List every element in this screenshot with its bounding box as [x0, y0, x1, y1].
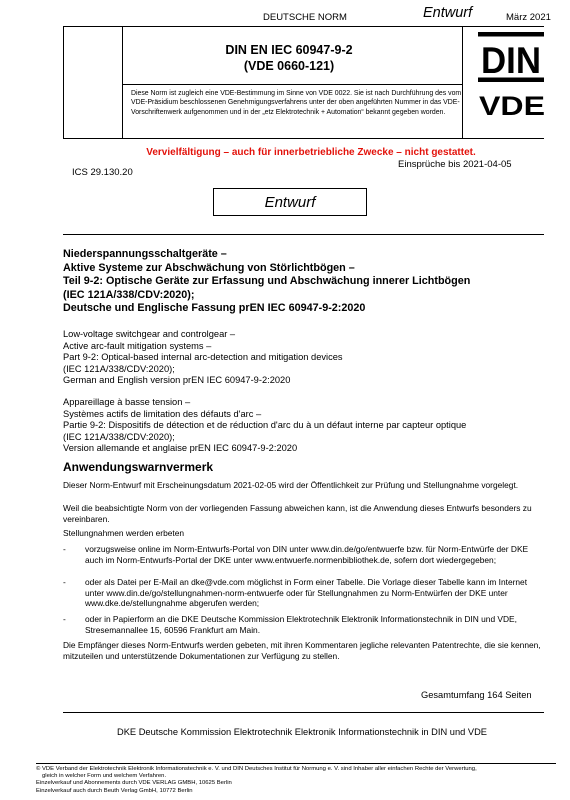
title-english-line: (IEC 121A/338/CDV:2020); — [63, 363, 175, 374]
title-german-line: Aktive Systeme zur Abschwächung von Störlichtbögen – — [63, 261, 355, 274]
standard-number: DIN EN IEC 60947-9-2 — [225, 43, 353, 57]
header-status: Entwurf — [423, 5, 473, 21]
title-french-line: Version allemande et anglaise prEN IEC 60947-9-2:2020 — [63, 443, 298, 454]
bullet-marker: - — [63, 544, 66, 554]
header-rule-mid — [122, 84, 462, 85]
objection-deadline: Einsprüche bis 2021-04-05 — [398, 159, 512, 170]
warning-paragraph-1: Dieser Norm-Entwurf mit Erscheinungsdatum 2021-02-05 wird der Öffentlichkeit zur Prüfung und Stellungnahme vorgelegt. — [63, 480, 519, 490]
bullet-item: vorzugsweise online im Norm-Entwurfs-Portal von DIN unter www.din.de/go/entwuerfe bzw. für Norm-Entwürfe der DKE auch im Norm-Entwurfs-Portal der DKE unter www.entwuerfe.normenbibliothek.de, sofern dort wiedergegeben; — [85, 544, 529, 565]
footer-line: gleich in welcher Form und welchem Verfahren. — [42, 773, 167, 780]
draft-box — [213, 188, 367, 216]
header-rule-top — [63, 26, 544, 27]
title-french-line: Systèmes actifs de limitation des défauts d'arc – — [63, 408, 262, 419]
bullet-marker: - — [63, 614, 66, 624]
header-rule-bottom — [63, 138, 544, 139]
title-german-line: (IEC 121A/338/CDV:2020); — [63, 288, 195, 301]
footer-line: Einzelverkauf und Abonnements durch VDE VERLAG GMBH, 10625 Berlin — [36, 780, 232, 787]
warning-paragraph-2: Weil die beabsichtigte Norm von der vorliegenden Fassung abweichen kann, ist die Anwendung dieses Entwurfs besonders zu vereinbaren. — [63, 503, 532, 524]
ics-code: ICS 29.130.20 — [72, 167, 133, 178]
vde-logo-text: VDE — [479, 91, 545, 120]
title-german-line: Deutsche und Englische Fassung prEN IEC 60947-9-2:2020 — [63, 302, 366, 314]
title-german — [63, 248, 543, 316]
title-french-line: Appareillage à basse tension – — [63, 397, 191, 407]
dke-line: DKE Deutsche Kommission Elektrotechnik Elektronik Informationstechnik in DIN und VDE — [117, 727, 487, 737]
bullet-item: oder als Datei per E-Mail an dke@vde.com möglichst in Form einer Tabelle. Die Vorlage dieser Tabelle kann im Internet unter www.din.de/go/stellungnahmen-norm-entwuerfe oder für Stellungnahmen zu Norm-Entwürfen der DKE unter www.dke.de/stellungnahme abgerufen werden; — [85, 577, 528, 608]
footer-copyright — [36, 766, 556, 795]
draft-box-label: Entwurf — [264, 193, 316, 211]
bullet-marker: - — [63, 577, 66, 587]
title-english-line: Part 9-2: Optical-based internal arc-detection and mitigation devices — [63, 352, 343, 363]
title-rule — [63, 234, 544, 235]
header-rule-left — [63, 26, 64, 138]
footer-rule — [36, 763, 556, 764]
title-french-line: Partie 9-2: Dispositifs de détection et de réduction d'arc du à un défaut interne par capteur optique — [63, 420, 467, 431]
title-english — [63, 329, 543, 387]
footer-line: Einzelverkauf auch durch Beuth Verlag GmbH, 10772 Berlin — [36, 787, 193, 794]
vde-logo — [477, 90, 547, 120]
vde-notice: Diese Norm ist zugleich eine VDE-Bestimmung im Sinne von VDE 0022. Sie ist nach Durchführung des vom VDE-Präsidium beschlossenen Genehmigungsverfahrens unter der oben angeführten Nummer in das VDE-Vorschriftenwerk aufgenommen und in der „etz Elektrotechnik + Automation“ bekannt gegeben worden. — [131, 90, 462, 116]
warning-paragraph-3: Stellungnahmen werden erbeten — [63, 528, 185, 538]
warning-paragraph-4: Die Empfänger dieses Norm-Entwurfs werden gebeten, mit ihren Kommentaren jegliche relevanten Patentrechte, die sie kennen, mitzuteilen und unterstützende Dokumentationen zur Verfügung zu stellen. — [63, 640, 541, 661]
title-english-line: Active arc-fault mitigation systems – — [63, 340, 212, 351]
warning-heading: Anwendungswarnvermerk — [63, 460, 214, 474]
total-pages: Gesamtumfang 164 Seiten — [421, 690, 532, 700]
dke-rule — [63, 712, 544, 713]
title-english-line: Low-voltage switchgear and controlgear – — [63, 329, 236, 339]
title-german-line: Niederspannungsschaltgeräte – — [63, 248, 227, 260]
title-french-line: (IEC 121A/338/CDV:2020); — [63, 431, 175, 442]
standard-vde-number: (VDE 0660-121) — [243, 59, 335, 73]
title-french — [63, 397, 543, 455]
header-norm-label: DEUTSCHE NORM — [263, 12, 347, 23]
bullet-item: oder in Papierform an die DKE Deutsche Kommission Elektrotechnik Elektronik Informationstechnik in DIN und VDE, Stresemannallee 15, 60596 Frankfurt am Main. — [85, 614, 517, 635]
din-logo — [477, 31, 545, 83]
din-logo-text: DIN — [481, 40, 541, 81]
title-english-line: German and English version prEN IEC 60947-9-2:2020 — [63, 375, 291, 386]
header-date: März 2021 — [506, 12, 551, 23]
copy-warning: Vervielfältigung – auch für innerbetriebliche Zwecke – nicht gestattet. — [146, 147, 476, 158]
title-german-line: Teil 9-2: Optische Geräte zur Erfassung und Abschwächung innerer Lichtbögen — [63, 275, 471, 287]
footer-line: © VDE Verband der Elektrotechnik Elektronik Informationstechnik e. V. und DIN Deutsches Institut für Normung e. V. sind Inhaber aller einfachen Rechte der Verwertung, — [36, 766, 477, 772]
